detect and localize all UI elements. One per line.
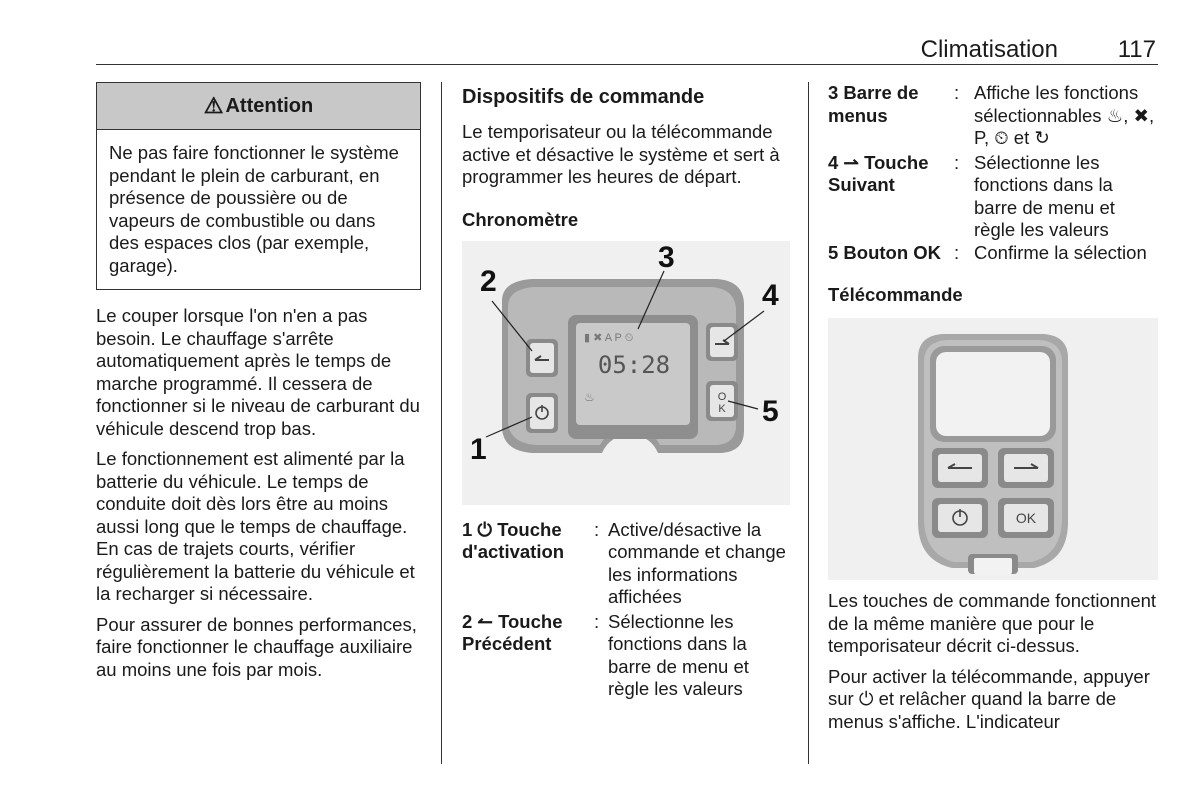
attention-title: Attention [225, 94, 314, 117]
timer-legend [462, 519, 790, 701]
column-divider-2 [808, 82, 809, 764]
legend-term-3: 3 Barre de menus [828, 82, 919, 126]
legend-term-5: 5 Bouton OK [828, 241, 942, 263]
legend-colon: : [954, 241, 960, 263]
callout-5: 5 [762, 394, 779, 428]
legend-desc-4: Sélectionne les fonctions dans la barre de menu et règle les valeurs [974, 151, 1115, 240]
paragraph-performance: Pour assurer de bonnes performances, faire fonctionner le chauffage auxiliaire au moins une fois par mois. [96, 613, 417, 680]
callout-2: 2 [480, 264, 497, 298]
remote-figure [828, 318, 1158, 580]
attention-box [96, 82, 421, 290]
attention-text: Ne pas faire fonctionner le système pendant le plein de carburant, en présence de poussière ou de vapeurs de combustible ou dans des espaces clos (par exemple, garage). [109, 142, 399, 276]
legend-colon: : [954, 151, 960, 173]
timer-illustration [462, 241, 790, 505]
lcd-time: 05:28 [597, 350, 671, 379]
page-header [96, 30, 1158, 65]
intro-paragraph: Le temporisateur ou la télécommande active et désactive le système et sert à programmer les heures de départ. [462, 121, 780, 187]
legend-colon: : [594, 610, 600, 632]
timer-subheading: Chronomètre [462, 208, 579, 230]
legend-colon: : [594, 518, 600, 540]
section-title: Climatisation [920, 36, 1058, 63]
svg-text:▮ ✖ A P ⏲: ▮ ✖ A P ⏲ [584, 331, 634, 344]
callout-4: 4 [762, 278, 779, 312]
svg-text:O: O [717, 390, 727, 403]
remote-illustration [828, 318, 1158, 580]
legend-desc-3: Affiche les fonctions sélectionnables ♨, ✖, P, ⏲ et ↻ [974, 82, 1155, 148]
page-number: 117 [1117, 36, 1156, 63]
remote-paragraph-2: Pour activer la télécommande, appuyer sur ⏻ et relâcher quand la barre de menus s'affiche. L'indicateur [828, 665, 1150, 732]
column-left [96, 82, 422, 681]
legend-term-4: 4 ⇀ Touche Suivant [828, 151, 929, 195]
legend-term-1: 1 ⏻ Touche d'activation [462, 518, 565, 562]
attention-header [97, 83, 420, 130]
column-right [828, 82, 1158, 733]
warning-triangle-icon: ⚠ [203, 93, 224, 118]
legend-colon: : [954, 82, 960, 103]
section-heading: Dispositifs de commande [462, 86, 705, 108]
svg-text:K: K [718, 402, 726, 415]
legend-desc-5: Confirme la sélection [974, 241, 1147, 263]
callout-3: 3 [658, 240, 675, 274]
paragraph-turn-off: Le couper lorsque l'on n'en a pas besoin. Le chauffage s'arrête automatiquement après le temps de marche programmé. Il cessera de fonctionner si le niveau de carburant du véhicule descend trop bas. [96, 305, 420, 439]
remote-ok-label: OK [1015, 510, 1037, 526]
legend-desc-1: Active/désactive la commande et change les informations affichées [608, 518, 786, 607]
timer-legend-continued [828, 82, 1158, 264]
remote-paragraph-1: Les touches de commande fonctionnent de la même manière que pour le temporisateur décrit ci-dessus. [828, 590, 1157, 656]
column-middle [462, 82, 790, 701]
svg-text:♨: ♨ [584, 389, 595, 404]
timer-figure [462, 241, 790, 505]
paragraph-battery: Le fonctionnement est alimenté par la batterie du véhicule. Le temps de conduite doit dès lors être au moins aussi long que le temps de chauffage. En cas de trajets courts, vérifier régulièrement la batterie du véhicule et la recharger si nécessaire. [96, 448, 415, 604]
column-divider-1 [441, 82, 442, 764]
callout-1: 1 [470, 432, 487, 466]
remote-subheading: Télécommande [828, 284, 963, 305]
legend-desc-2: Sélectionne les fonctions dans la barre de menu et règle les valeurs [608, 610, 749, 699]
legend-term-2: 2 ↼ Touche Précédent [462, 610, 563, 654]
